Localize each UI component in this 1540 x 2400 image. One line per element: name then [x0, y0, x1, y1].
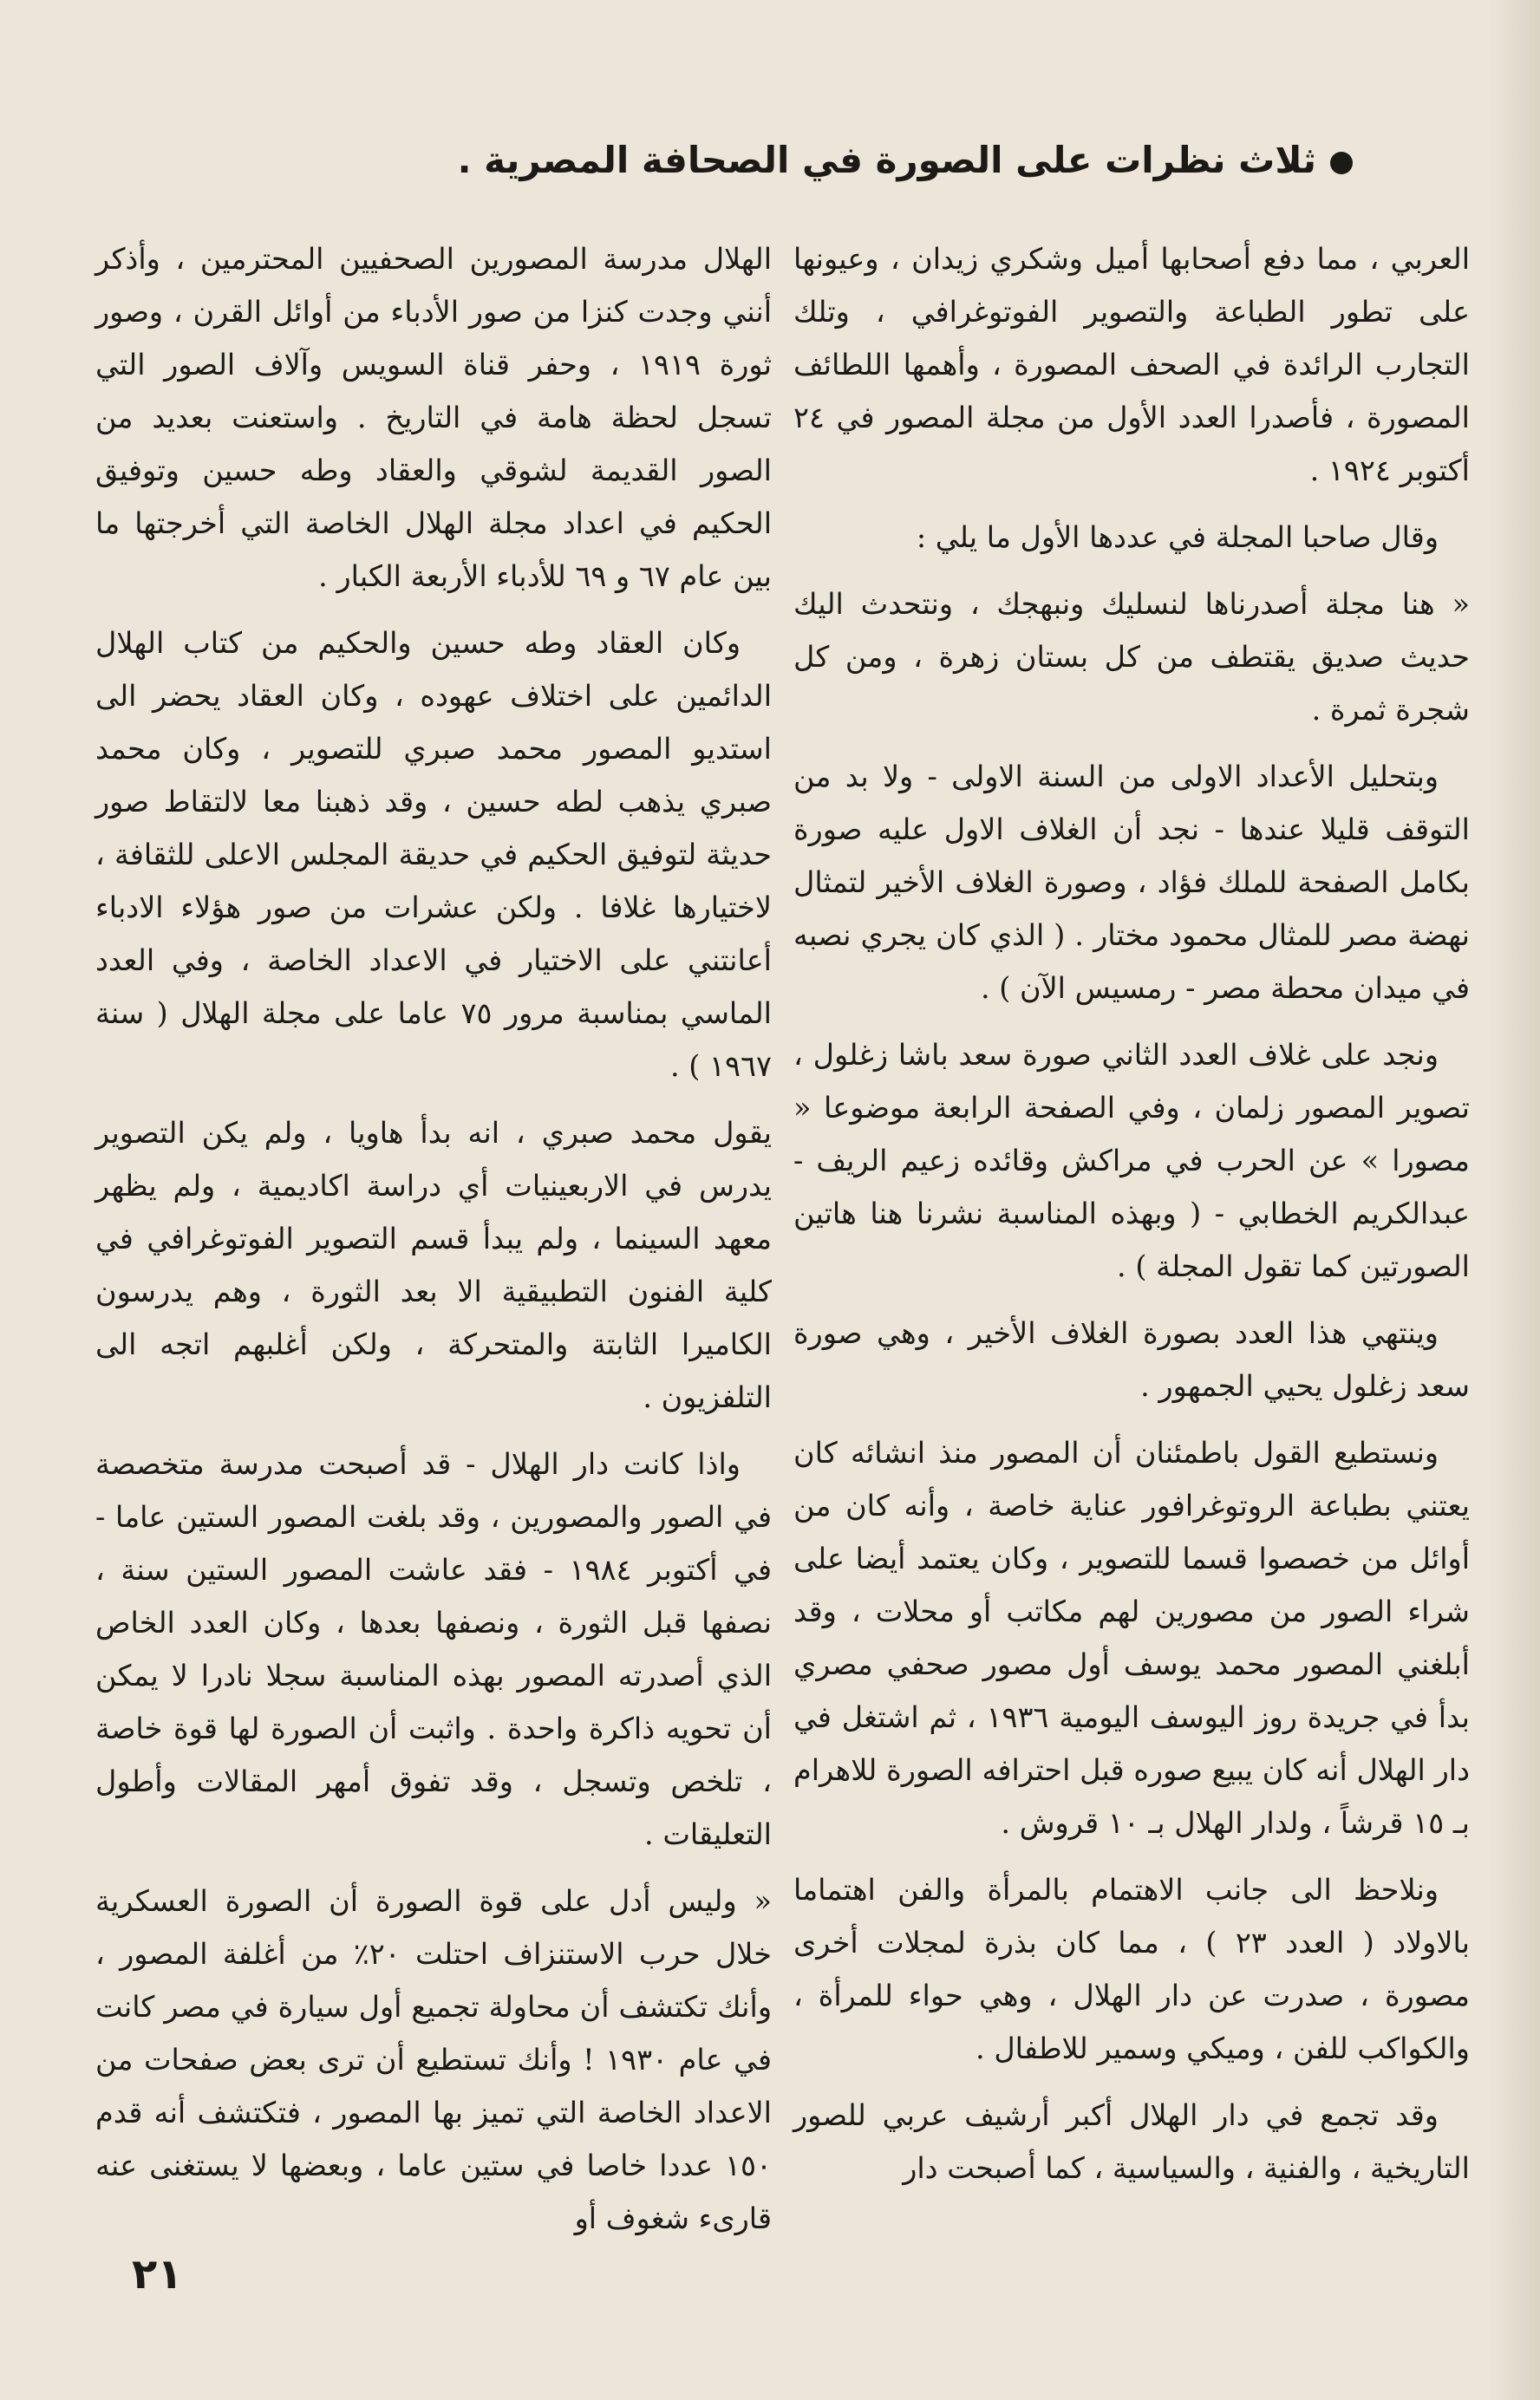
paragraph: ونلاحظ الى جانب الاهتمام بالمرأة والفن اهتماما بالاولاد ( العدد ٢٣ ) ، مما كان بذرة لمجلات أخرى مصورة ، صدرت عن دار الهلال ، وهي حواء للمرأة ، والكواكب للفن ، وميكي وسمير للاطفال .: [793, 1873, 1470, 2065]
bullet-icon: [1330, 152, 1353, 174]
paragraph: يقول محمد صبري ، انه بدأ هاويا ، ولم يكن التصوير يدرس في الاربعينيات أي دراسة اكاديمية ، ولم يظهر معهد السينما ، ولم يبدأ قسم التصوير الفوتوغرافي في كلية الفنون التطبيقية الا بعد الثورة ، وهم يدرسون الكاميرا الثابتة والمتحركة ، ولكن أغلبهم اتجه الى التلفزيون .: [95, 1116, 772, 1414]
page-number: ٢١: [132, 2250, 183, 2299]
paragraph: الهلال مدرسة المصورين الصحفيين المحترمين ، وأذكر أنني وجدت كنزا من صور الأدباء من أوائل القرن ، وصور ثورة ١٩١٩ ، وحفر قناة السويس وآلاف الصور التي تسجل لحظة هامة في التاريخ . واستعنت بعديد من الصور القديمة لشوقي والعقاد وطه حسين وتوفيق الحكيم في اعداد مجلة الهلال الخاصة التي أخرجتها ما بين عام ٦٧ و ٦٩ للأدباء الأربعة الكبار .: [95, 242, 772, 593]
page-header: [121, 139, 1353, 181]
paragraph: وكان العقاد وطه حسين والحكيم من كتاب الهلال الدائمين على اختلاف عهوده ، وكان العقاد يحضر الى استديو المصور محمد صبري للتصوير ، وكان محمد صبري يذهب لطه حسين ، وقد ذهبنا معا لالتقاط صور حديثة لتوفيق الحكيم في حديقة المجلس الاعلى للثقافة ، لاختيارها غلافا . ولكن عشرات من صور هؤلاء الادباء أعانتني على الاختيار في الاعداد الخاصة ، وفي العدد الماسي بمناسبة مرور ٧٥ عاما على مجلة الهلال ( سنة ١٩٦٧ ) .: [95, 626, 772, 1083]
paragraph: واذا كانت دار الهلال - قد أصبحت مدرسة متخصصة في الصور والمصورين ، وقد بلغت المصور الستين عاما - في أكتوبر ١٩٨٤ - فقد عاشت المصور الستين سنة ، نصفها قبل الثورة ، ونصفها بعدها ، وكان العدد الخاص الذي أصدرته المصور بهذه المناسبة سجلا نادرا لا يمكن أن تحويه ذاكرة واحدة . واثبت أن الصورة لها قوة خاصة ، تلخص وتسجل ، وقد تفوق أمهر المقالات وأطول التعليقات .: [95, 1447, 772, 1851]
paragraph: ونجد على غلاف العدد الثاني صورة سعد باشا زغلول ، تصوير المصور زلمان ، وفي الصفحة الرابعة موضوعا « مصورا » عن الحرب في مراكش وقائده زعيم الريف - عبدالكريم الخطابي - ( وبهذه المناسبة نشرنا هنا هاتين الصورتين كما تقول المجلة ) .: [793, 1038, 1470, 1283]
paragraph: وقال صاحبا المجلة في عددها الأول ما يلي :: [916, 520, 1439, 554]
paragraph: وبتحليل الأعداد الاولى من السنة الاولى - ولا بد من التوقف قليلا عندها - نجد أن الغلاف الاول عليه صورة بكامل الصفحة للملك فؤاد ، وصورة الغلاف الأخير لتمثال نهضة مصر للمثال محمود مختار . ( الذي كان يجري نصبه في ميدان محطة مصر - رمسيس الآن ) .: [793, 760, 1470, 1005]
paragraph: « هنا مجلة أصدرناها لنسليك ونبهجك ، ونتحدث اليك حديث صديق يقتطف من كل بستان زهرة ، ومن كل شجرة ثمرة .: [793, 587, 1470, 727]
paragraph: وقد تجمع في دار الهلال أكبر أرشيف عربي للصور التاريخية ، والفنية ، والسياسية ، كما أصبحت دار: [793, 2098, 1470, 2185]
paragraph: وينتهي هذا العدد بصورة الغلاف الأخير ، وهي صورة سعد زغلول يحيي الجمهور .: [793, 1316, 1470, 1403]
header-title: ثلاث نظرات على الصورة في الصحافة المصرية .: [457, 139, 1316, 181]
paragraph: العربي ، مما دفع أصحابها أميل وشكري زيدان ، وعيونها على تطور الطباعة والتصوير الفوتوغرافي ، وتلك التجارب الرائدة في الصحف المصورة ، وأهمها اللطائف المصورة ، فأصدرا العدد الأول من مجلة المصور في ٢٤ أكتوبر ١٩٢٤ .: [793, 242, 1470, 487]
right-column: [793, 232, 1470, 2208]
page-fold-shadow: [1488, 0, 1540, 2400]
left-column: [95, 232, 772, 2259]
paragraph: « وليس أدل على قوة الصورة أن الصورة العسكرية خلال حرب الاستنزاف احتلت ٢٠٪ من أغلفة المصور ، وأنك تكتشف أن محاولة تجميع أول سيارة في مصر كانت في عام ١٩٣٠ ! وأنك تستطيع أن ترى بعض صفحات من الاعداد الخاصة التي تميز بها المصور ، فتكتشف أنه قدم ١٥٠ عددا خاصا في ستين عاما ، وبعضها لا يستغنى عنه قارىء شغوف أو: [95, 1884, 772, 2235]
paragraph: ونستطيع القول باطمئنان أن المصور منذ انشائه كان يعتني بطباعة الروتوغرافور عناية خاصة ، وأنه كان من أوائل من خصصوا قسما للتصوير ، وكان يعتمد أيضا على شراء الصور من مصورين لهم مكاتب أو محلات ، وقد أبلغني المصور محمد يوسف أول مصور صحفي مصري بدأ في جريدة روز اليوسف اليومية ١٩٣٦ ، ثم اشتغل في دار الهلال أنه كان يبيع صوره قبل احترافه الصورة للاهرام بـ ١٥ قرشاً ، ولدار الهلال بـ ١٠ قروش .: [793, 1436, 1470, 1840]
